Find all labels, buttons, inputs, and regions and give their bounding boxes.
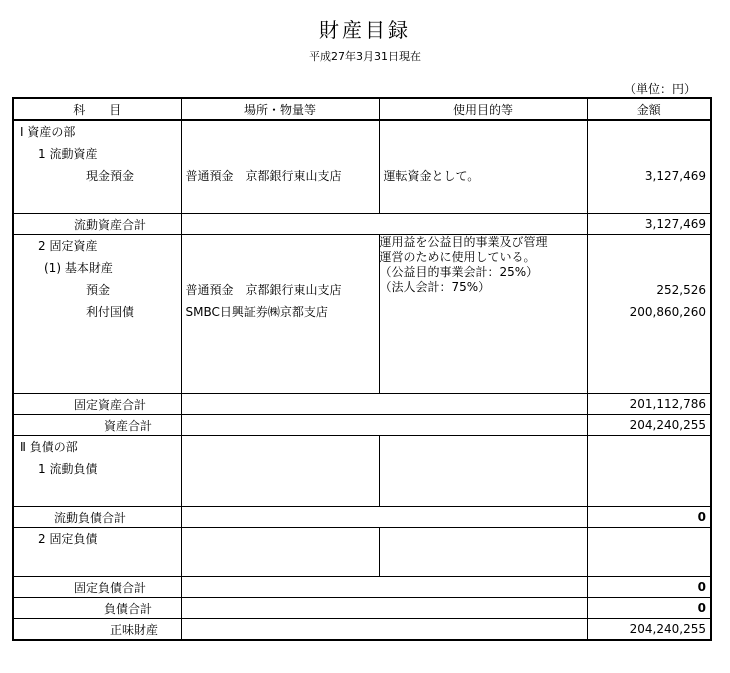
- bonds-label: 利付国債: [86, 305, 135, 319]
- fixed-assets-subject-cell: [13, 235, 181, 394]
- fixed-assets-block: [13, 235, 711, 394]
- fixed-assets-total-row: [13, 394, 711, 415]
- current-assets-total: 3,127,469: [587, 214, 711, 235]
- page-title: 財産目録: [319, 18, 411, 42]
- net-assets-row: [13, 619, 711, 641]
- purpose-line-2: 運営のために使用している。: [379, 250, 536, 264]
- net-assets-blank: [181, 619, 587, 641]
- liabilities-section-label: Ⅱ 負債の部: [20, 440, 78, 454]
- assets-total-label: 資産合計: [13, 415, 181, 436]
- header-purpose: 使用目的等: [379, 98, 587, 120]
- cash-amount-cell: [587, 120, 711, 214]
- assets-total-row: [13, 415, 711, 436]
- current-liabilities-total-label: 流動負債合計: [13, 507, 181, 528]
- assets-total-blank: [181, 415, 587, 436]
- current-assets-total-blank: [181, 214, 587, 235]
- fixed-liabilities-label: 2 固定負債: [38, 532, 98, 546]
- current-liabilities-subject-cell: [13, 436, 181, 507]
- fixed-liabilities-total-label: 固定負債合計: [13, 577, 181, 598]
- cash-deposit-label: 現金預金: [86, 169, 135, 183]
- liabilities-total-label: 負債合計: [13, 598, 181, 619]
- fixed-liabilities-total-row: [13, 577, 711, 598]
- cash-purpose-cell: [379, 120, 587, 214]
- net-assets-amount: 204,240,255: [587, 619, 711, 641]
- basic-property-label: (1) 基本財産: [44, 261, 113, 275]
- current-assets-subject-cell: [13, 120, 181, 214]
- fixed-assets-total-blank: [181, 394, 587, 415]
- liabilities-total-blank: [181, 598, 587, 619]
- net-assets-label: 正味財産: [13, 619, 181, 641]
- current-assets-total-row: [13, 214, 711, 235]
- property-register-table: [12, 97, 712, 641]
- bonds-amount: 200,860,260: [629, 305, 706, 319]
- current-liabilities-block: [13, 436, 711, 507]
- deposit-amount: 252,526: [656, 283, 706, 297]
- cash-amount: 3,127,469: [644, 169, 706, 183]
- liabilities-total: 0: [587, 598, 711, 619]
- fixed-liabilities-amount-cell: [587, 528, 711, 577]
- header-amount: 金額: [587, 98, 711, 120]
- fixed-assets-label: 2 固定資産: [38, 239, 98, 253]
- liabilities-total-row: [13, 598, 711, 619]
- assets-section-label: Ⅰ 資産の部: [20, 125, 76, 139]
- fixed-liabilities-total: 0: [587, 577, 711, 598]
- header-subject: 科 目: [13, 98, 181, 120]
- current-assets-total-label: 流動資産合計: [13, 214, 181, 235]
- purpose-line-1: 運用益を公益目的事業及び管理: [379, 235, 548, 249]
- fixed-assets-total: 201,112,786: [587, 394, 711, 415]
- purpose-line-4: （法人会計：75%）: [379, 280, 491, 294]
- fixed-liabilities-total-blank: [181, 577, 587, 598]
- fixed-location-cell: [181, 235, 379, 394]
- as-of-date: 平成27年3月31日現在: [309, 50, 421, 63]
- current-liabilities-purpose-cell: [379, 436, 587, 507]
- cash-location: 普通預金 京都銀行東山支店: [185, 169, 342, 183]
- fixed-purpose-cell: [379, 235, 587, 394]
- unit-label: （単位：円）: [623, 82, 696, 96]
- cash-purpose: 運転資金として。: [383, 169, 480, 183]
- header-row: [13, 98, 711, 120]
- header-location: 場所・物量等: [181, 98, 379, 120]
- fixed-liabilities-block: [13, 528, 711, 577]
- current-liabilities-amount-cell: [587, 436, 711, 507]
- fixed-liabilities-subject-cell: [13, 528, 181, 577]
- current-liabilities-total-blank: [181, 507, 587, 528]
- assets-total: 204,240,255: [587, 415, 711, 436]
- fixed-liabilities-location-cell: [181, 528, 379, 577]
- current-assets-label: 1 流動資産: [38, 147, 98, 161]
- current-assets-block: [13, 120, 711, 214]
- cash-location-cell: [181, 120, 379, 214]
- purpose-line-3: （公益目的事業会計：25%）: [379, 265, 539, 279]
- fixed-liabilities-purpose-cell: [379, 528, 587, 577]
- fixed-assets-total-label: 固定資産合計: [13, 394, 181, 415]
- current-liabilities-total-row: [13, 507, 711, 528]
- bonds-location: SMBC日興証券㈱京都支店: [185, 305, 328, 319]
- current-liabilities-label: 1 流動負債: [38, 462, 98, 476]
- deposit-label: 預金: [86, 283, 111, 297]
- deposit-location: 普通預金 京都銀行東山支店: [185, 283, 342, 297]
- current-liabilities-location-cell: [181, 436, 379, 507]
- current-liabilities-total: 0: [587, 507, 711, 528]
- fixed-amount-cell: [587, 235, 711, 394]
